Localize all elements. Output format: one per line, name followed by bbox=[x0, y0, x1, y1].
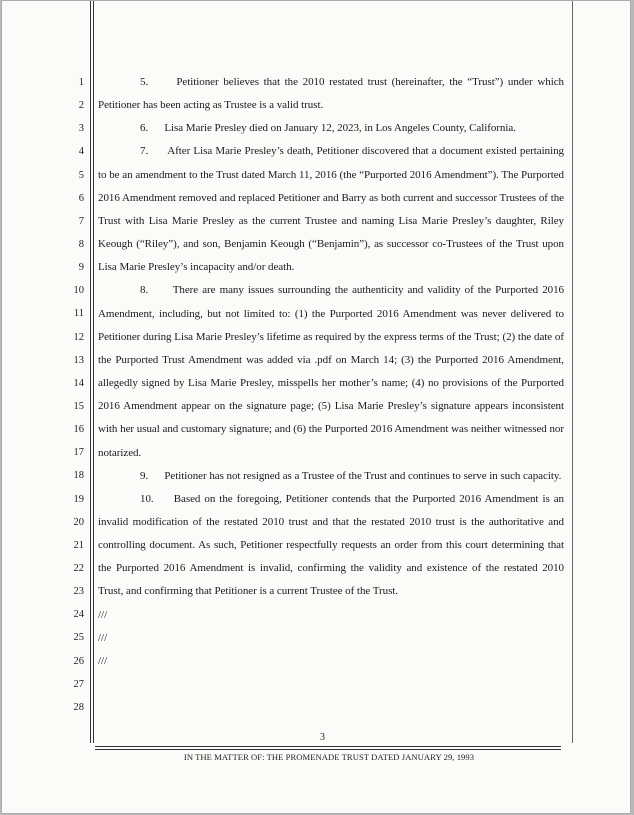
line-number: 4 bbox=[78, 146, 84, 158]
case-caption-footer: IN THE MATTER OF: THE PROMENADE TRUST DATED JANUARY 29, 1993 bbox=[183, 752, 475, 762]
line-number: 26 bbox=[73, 655, 84, 667]
paragraph-8: 8. There are many issues surrounding the authenticity and validity of the Purported 2016 Amendment, including, but not limited to: (1) the Purported 2016 Amendment was never delivered to Petitioner during Lisa Marie Presley’s lifetime as required by the express terms of the Trust; (2) the date of the Purported Trust Amendment was added via .pdf on March 14; (3) the Purported 2016 Amendment, allegedly signed by Lisa Marie Presley, misspells her mother’s name; (4) no provisions of the Purported 2016 Amendment appear on the signature page; (5) Lisa Marie Presley’s signature appears inconsistent with her usual and customary signature; and (6) the Purported 2016 Amendment was neither witnessed nor notarized. bbox=[98, 284, 564, 459]
line-number: 21 bbox=[73, 539, 84, 551]
paragraph-9: 9. Petitioner has not resigned as a Trustee of the Trust and continues to serve in such capacity. bbox=[140, 469, 562, 482]
page-number: 3 bbox=[320, 732, 325, 743]
line-number: 7 bbox=[78, 215, 84, 227]
line-number: 5 bbox=[78, 169, 84, 181]
line-number: 14 bbox=[73, 377, 84, 389]
line-number: 10 bbox=[73, 285, 84, 297]
line-number: 16 bbox=[73, 424, 84, 436]
line-number: 24 bbox=[73, 609, 84, 621]
paragraph-6: 6. Lisa Marie Presley died on January 12, 2023, in Los Angeles County, California. bbox=[140, 122, 516, 135]
line-number: 13 bbox=[73, 354, 84, 366]
continuation-mark: /// bbox=[98, 631, 108, 644]
footer-rule-inner bbox=[95, 749, 561, 750]
line-number: 8 bbox=[78, 238, 84, 250]
line-number: 23 bbox=[73, 586, 84, 598]
left-margin-rule bbox=[90, 1, 91, 743]
pleading-body bbox=[98, 71, 564, 673]
line-number: 6 bbox=[78, 192, 84, 204]
paragraph-5: 5. Petitioner believes that the 2010 restated trust (hereinafter, the “Trust”) under which Petitioner has been acting as Trustee is a valid trust. bbox=[98, 76, 564, 112]
line-number: 17 bbox=[73, 447, 84, 459]
paragraph-7: 7. After Lisa Marie Presley’s death, Petitioner discovered that a document existed pertaining to be an amendment to the Trust dated March 11, 2016 (the “Purported 2016 Amendment”). The Purported 2016 Amendment removed and replaced Petitioner and Barry as both current and successor Trustees of the Trust with Lisa Marie Presley as the current Trustee and naming Lisa Marie Presley’s daughter, Riley Keough (“Riley”), and son, Benjamin Keough (“Benjamin”), as successor co-Trustees of the Trust upon Lisa Marie Presley’s incapacity and/or death. bbox=[98, 145, 564, 274]
line-number: 12 bbox=[73, 331, 84, 343]
line-number: 1 bbox=[78, 77, 84, 88]
line-number: 19 bbox=[73, 493, 84, 505]
continuation-mark: /// bbox=[98, 608, 108, 621]
line-number: 28 bbox=[73, 701, 84, 713]
line-number: 27 bbox=[73, 678, 84, 690]
line-number: 20 bbox=[73, 516, 84, 528]
left-margin-rule-inner bbox=[93, 1, 94, 743]
continuation-mark: /// bbox=[98, 654, 108, 667]
paragraph-10: 10. Based on the foregoing, Petitioner contends that the Purported 2016 Amendment is an invalid modification of the restated 2010 trust and that the restated 2010 trust is the authoritative and controlling document. As such, Petitioner respectfully requests an order from this court determining that the Purported 2016 Amendment is invalid, confirming the validity and existence of the restated 2010 Trust, and confirming that Petitioner is a current Trustee of the Trust. bbox=[98, 492, 564, 598]
right-margin-rule bbox=[572, 1, 573, 743]
line-number: 18 bbox=[73, 470, 84, 482]
line-number: 2 bbox=[78, 100, 84, 112]
pleading-line-numbers bbox=[58, 71, 84, 719]
line-number: 9 bbox=[78, 262, 84, 274]
line-number: 22 bbox=[73, 562, 84, 574]
footer-rule bbox=[95, 746, 561, 747]
line-number: 11 bbox=[73, 308, 84, 320]
line-number: 15 bbox=[73, 400, 84, 412]
document-page bbox=[2, 1, 630, 813]
line-number: 25 bbox=[73, 632, 84, 644]
line-number: 3 bbox=[78, 123, 84, 135]
